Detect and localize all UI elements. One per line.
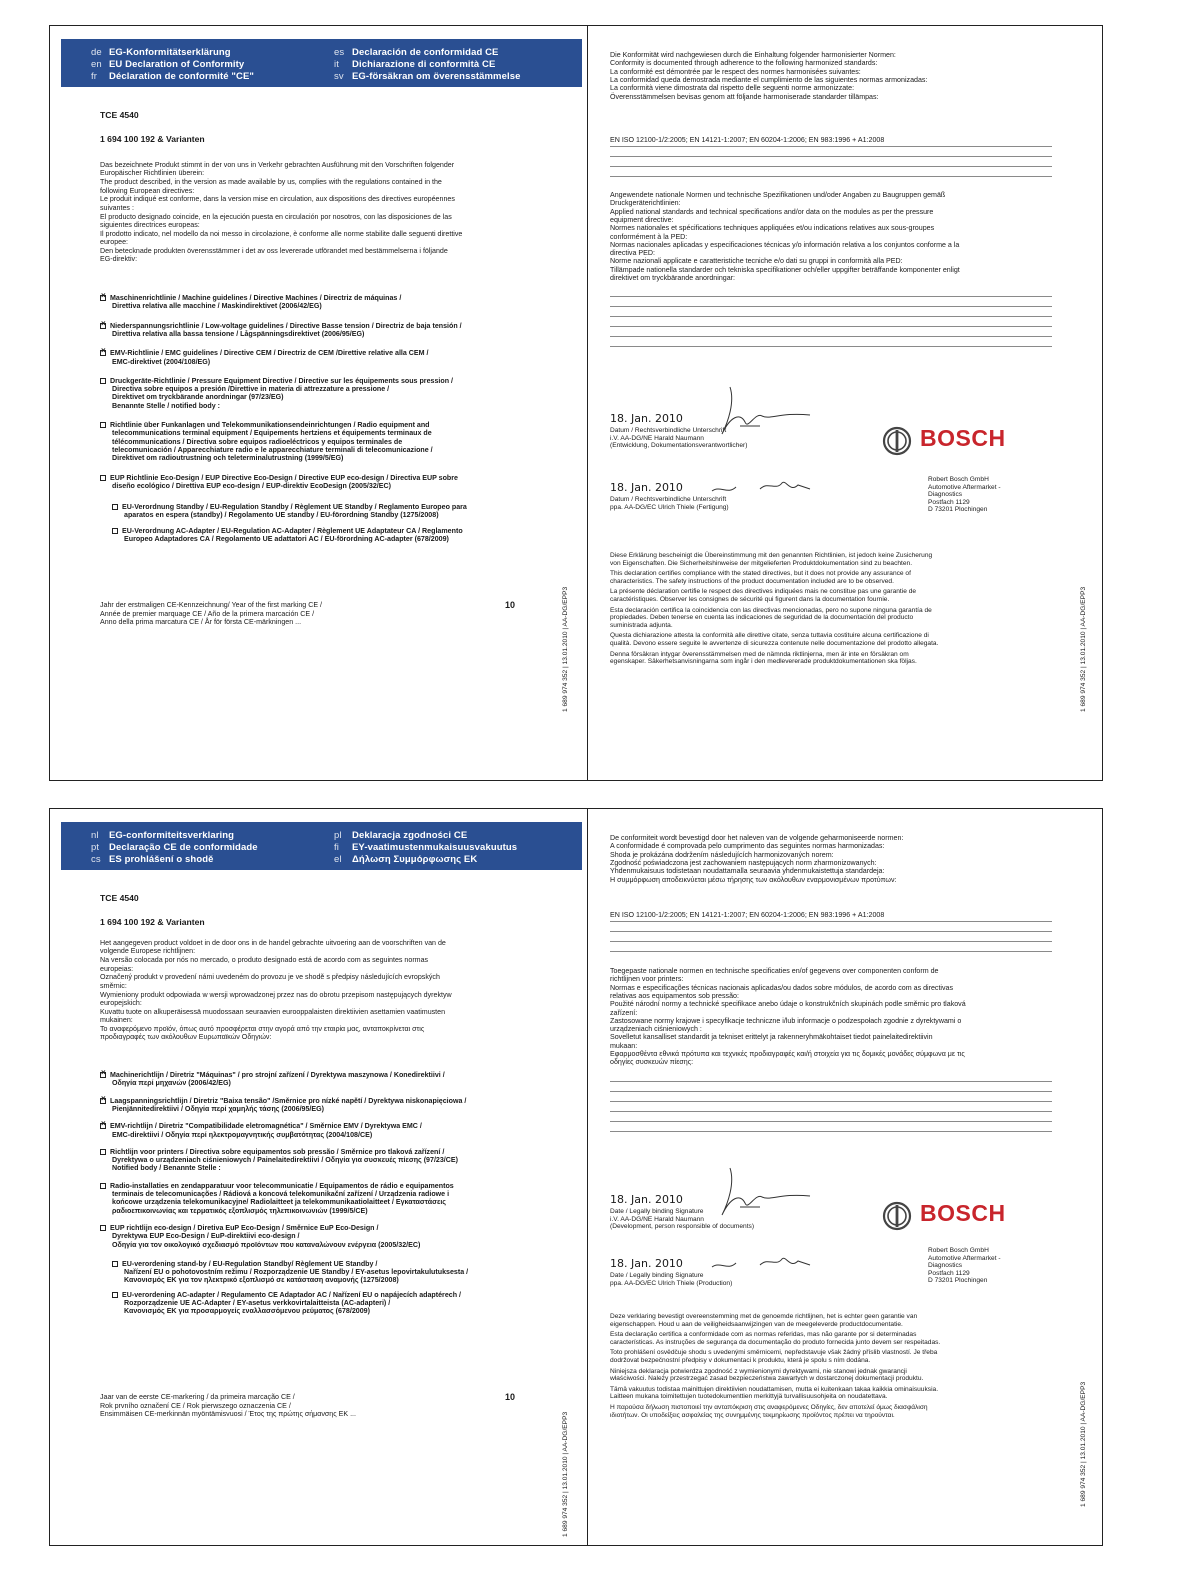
intro-text-line: europejskich: bbox=[100, 998, 142, 1007]
company-address-line: Diagnostics bbox=[928, 1262, 963, 1270]
banner-title-text: Δήλωση Συμμόρφωσης ΕΚ bbox=[352, 854, 478, 865]
national-standards-line: οδηγίες συσκευών πίεσης: bbox=[610, 1058, 694, 1067]
banner-title-text: EG-försäkran om överensstämmelse bbox=[352, 71, 521, 82]
national-standards-line: Angewendete nationale Normen und technische Spezifikationen und/oder Angaben zu Baugruppen gemäß bbox=[610, 191, 946, 199]
directive-text-line: Notified body / Benannte Stelle : bbox=[112, 1164, 221, 1173]
directive-text-line: EMC-direktivet (2004/108/EG) bbox=[112, 357, 211, 366]
signature-caption-2-line: ppa. AA-DG/EC Ulrich Thiele (Production) bbox=[610, 1279, 733, 1287]
banner-title-text: Deklaracja zgodności CE bbox=[352, 830, 468, 841]
directive-text-line: ραδιοεπικοινωνίας και τερματικός εξοπλισμός τηλεπικοινωνιών (1999/5/CE) bbox=[112, 1206, 368, 1215]
handwritten-signature-thiele bbox=[710, 473, 830, 499]
directive-text-line: Οδηγία περί μηχανών (2006/42/EG) bbox=[112, 1079, 231, 1088]
banner-title-text: Dichiarazione di conformità CE bbox=[352, 59, 496, 70]
blank-line bbox=[610, 326, 1052, 327]
directive-text-line: terminais de telecomunicações / Rádiová a koncová telekomunikační zařízení / Urządzenia radiowe i bbox=[112, 1190, 450, 1198]
disclaimer-line: Denna försäkran intygar överensstämmelsen med de nämnda riktlinjerna, men är inte en försäkran om bbox=[610, 650, 909, 658]
directive-text-line bbox=[100, 1182, 454, 1190]
blank-line bbox=[610, 166, 1052, 167]
directive-text-line bbox=[100, 474, 458, 482]
directive-checkbox bbox=[100, 378, 106, 384]
blank-line bbox=[610, 921, 1052, 922]
blank-line bbox=[610, 296, 1052, 297]
directive-checkbox bbox=[100, 323, 106, 329]
company-address-line: Postfach 1129 bbox=[928, 498, 970, 506]
blank-line bbox=[610, 1111, 1052, 1112]
directive-label: Laagspanningsrichtlijn / Diretriz "Baixa tensão" /Směrnice pro nízké napětí / Dyrektywa niskonapięciowa / bbox=[110, 1096, 467, 1105]
declaration-sheet-2 bbox=[49, 808, 1103, 1546]
national-standards-line: Applied national standards and technical specifications and/or data on the modules as per the pressure bbox=[610, 207, 934, 216]
intro-text-line: Das bezeichnete Produkt stimmt in der von uns in Verkehr gebrachten Ausführung mit den Vorschriften folgender bbox=[100, 161, 455, 169]
ce-year-value: 10 bbox=[505, 1392, 516, 1402]
sub-directive-checkbox bbox=[112, 528, 118, 534]
ce-year-label-line: Jahr der erstmaligen CE-Kennzeichnung/ Year of the first marking CE / bbox=[100, 601, 322, 609]
signature-date-1: 18. Jan. 2010 bbox=[610, 412, 683, 425]
directive-text-line: Direktivet om radioutrustning och teleterminalutrustning (1999/5/EG) bbox=[112, 454, 344, 463]
declaration-sheet-1 bbox=[49, 25, 1103, 781]
bosch-armature-icon bbox=[882, 426, 912, 456]
directive-text-line bbox=[100, 322, 462, 330]
national-standards-line: Použité národní normy a technické specifikace anebo údaje o konstrukčních skupinách podle směrnic pro tlaková bbox=[610, 1000, 966, 1009]
intro-text-line: following European directives: bbox=[100, 186, 195, 195]
standards-intro-line: Shoda je prokázána dodržením následujících harmonizovaných norem: bbox=[610, 850, 834, 859]
document-reference: 1 689 974 352 | 13.01.2010 | AA-DG/EPP3 bbox=[562, 586, 569, 712]
directive-text-line bbox=[100, 294, 401, 302]
directive-text-line: diseño ecológico / Direttiva EUP eco-design / EUP-direktiv EcoDesign (2005/32/EC) bbox=[112, 481, 391, 490]
disclaimer-line: Esta declaração certifica a conformidade com as normas referidas, mas não garante por si determinadas bbox=[610, 1331, 917, 1339]
national-standards-line: Normas e especificações técnicas nacionais aplicadas/ou dados sobre módulos, de acordo com as directivas bbox=[610, 983, 954, 992]
national-standards-line: conformément à la PED: bbox=[610, 232, 688, 241]
ce-year-label-line: Ensimmäisen CE-merkinnän myöntämisvuosi / Έτος της πρώτης σήμανσης ΕΚ ... bbox=[100, 1410, 356, 1418]
harmonized-standards: EN ISO 12100-1/2:2005; EN 14121-1:2007; EN 60204-1:2006; EN 983:1996 + A1:2008 bbox=[610, 911, 885, 919]
disclaimer-line: dodržovat bezpečnostní předpisy v dokumentaci k produktu, která je spolu s ním dodána. bbox=[610, 1357, 871, 1364]
header-banner bbox=[61, 39, 582, 87]
sub-directive-label: EU-verordening AC-adapter / Regulamento CE Adaptador AC / Nařízení EU o napájecích adaptérech / bbox=[122, 1290, 461, 1299]
sub-directive-label: Κανονισμός ΕΚ για προσαρμογείς εναλλασσόμενου ρεύματος (678/2009) bbox=[124, 1307, 370, 1316]
directive-label: Niederspannungsrichtlinie / Low-voltage guidelines / Directive Basse tension / Directriz de baja tensión / bbox=[110, 321, 462, 330]
intro-text-line: Το αναφερόμενο προϊόν, όπως αυτό προσφέρεται στην αγορά από την εταιρία μας, ανταποκρίνεται στις bbox=[100, 1025, 425, 1033]
signature-caption-2-line: Datum / Rechtsverbindliche Unterschrift bbox=[610, 496, 727, 503]
national-standards-line: Druckgeräterichtlinien: bbox=[610, 199, 681, 208]
intro-text-line: siguientes directrices europeas: bbox=[100, 220, 200, 229]
disclaimer-line: This declaration certifies compliance with the stated directives, but it does not provide any assurance of bbox=[610, 570, 911, 578]
blank-line bbox=[610, 1121, 1052, 1122]
signature-caption-2-line: ppa. AA-DG/EC Ulrich Thiele (Fertigung) bbox=[610, 503, 729, 511]
national-standards-line: urządzeniach ciśnieniowych : bbox=[610, 1025, 702, 1034]
language-code: cs bbox=[91, 854, 101, 865]
sub-directive-text-line bbox=[112, 1291, 461, 1299]
banner-title-pt bbox=[91, 842, 258, 853]
blank-line bbox=[610, 1091, 1052, 1092]
banner-title-text: EY-vaatimustenmukaisuusvakuutus bbox=[352, 842, 518, 853]
company-address-line: Automotive Aftermarket - bbox=[928, 483, 1001, 491]
disclaimer-line: Niniejsza deklaracja potwierdza zgodność z wymienionymi dyrektywami, nie stanowi jednak gwarancji bbox=[610, 1367, 907, 1375]
directive-text-line bbox=[100, 1071, 445, 1079]
directive-text-line: Direttiva relativa alla bassa tensione / Lågspänningsdirektivet (2006/95/EG) bbox=[112, 329, 365, 338]
intro-text-line: europee: bbox=[100, 238, 129, 247]
banner-title-nl bbox=[91, 830, 234, 841]
directive-text-line: Benannte Stelle / notified body : bbox=[112, 401, 220, 410]
directive-text-line: telecommunications terminal equipment / Equipements hertziens et équipements terminaux de bbox=[112, 429, 432, 438]
sub-directive-checkbox bbox=[112, 504, 118, 510]
disclaimer-line: eigenschappen. Houd u aan de veiligheidsaanwijzingen van de meegeleverde productdocumentatie. bbox=[610, 1320, 903, 1328]
page-divider bbox=[587, 26, 588, 780]
sub-directive-label: Europeo Adaptadores CA / Regolamento UE adattatori AC / EU-förordning AC-adapter (678/2009) bbox=[124, 535, 449, 543]
national-standards-line: Normes nationales et spécifications techniques appliquées et/ou indications relatives aux sous-groupes bbox=[610, 224, 935, 233]
signature-caption-1-line: (Development, person responsible of documents) bbox=[610, 1223, 755, 1231]
harmonized-standards: EN ISO 12100-1/2:2005; EN 14121-1:2007; EN 60204-1:2006; EN 983:1996 + A1:2008 bbox=[610, 136, 885, 144]
disclaimer-line: Η παρούσα δήλωση πιστοποιεί την ανταπόκριση στις αναφερόμενες Οδηγίες, δεν αποτελεί όμως διασφάλιση bbox=[610, 1404, 928, 1411]
disclaimer-line: egenskaper. Säkerhetsanvisningarna som ingår i den medlevererade produktdokumentationen ska följas. bbox=[610, 658, 917, 666]
standards-intro-line: De conformiteit wordt bevestigd door het naleven van de volgende geharmoniseerde normen: bbox=[610, 834, 904, 842]
banner-title-cs bbox=[91, 854, 214, 865]
intro-text-line: směrnic: bbox=[100, 981, 127, 990]
sub-directive-label: EU-Verordnung AC-Adapter / EU-Regulation AC-Adapter / Règlement UE Adaptateur CA / Reglamento bbox=[122, 526, 463, 535]
national-standards-line: mukaan: bbox=[610, 1041, 638, 1050]
national-standards-line: Normas nacionales aplicadas y especificaciones técnicas y/o información relativa a los conjuntos conforme a la bbox=[610, 240, 960, 249]
language-code: de bbox=[91, 47, 102, 58]
directive-text-line bbox=[100, 1148, 444, 1156]
disclaimer-line: características. As instruções de segurança da documentação do produto fornecida junto devem ser respeitadas. bbox=[610, 1338, 941, 1346]
directive-checkbox bbox=[100, 1225, 106, 1231]
directive-label: Richtlinie über Funkanlagen und Telekommunikationsendeinrichtungen / Radio equipment and bbox=[110, 421, 430, 429]
intro-text-line: EG-direktiv: bbox=[100, 255, 138, 264]
banner-title-it bbox=[334, 59, 495, 70]
language-code: en bbox=[91, 59, 102, 70]
language-code: es bbox=[334, 47, 345, 58]
company-address-line: Diagnostics bbox=[928, 491, 963, 499]
national-standards-line: Tillämpade nationella standarder och tekniska specifikationer och/eller uppgifter beträffande komponenter enligt bbox=[610, 265, 960, 274]
banner-title-text: EG-conformiteitsverklaring bbox=[109, 830, 235, 841]
product-number: 1 694 100 192 & Varianten bbox=[100, 134, 205, 144]
national-standards-line: directiva PED: bbox=[610, 249, 655, 258]
language-code: fi bbox=[334, 842, 339, 853]
banner-title-el bbox=[334, 854, 477, 865]
standards-intro-line: Η συμμόρφωση αποδεικνύεται μέσω τήρησης των ακόλουθων εναρμονισμένων προτύπων: bbox=[610, 875, 897, 884]
directive-text-line bbox=[100, 1224, 378, 1232]
directive-checkbox bbox=[100, 1149, 106, 1155]
sub-directive-label: EU-Verordnung Standby / EU-Regulation Standby / Règlement UE Standby / Reglamento Europeo para bbox=[122, 503, 467, 512]
blank-line bbox=[610, 931, 1052, 932]
blank-line bbox=[610, 951, 1052, 952]
ce-year-label-line: Rok prvního označení CE / Rok pierwszego oznaczenia CE / bbox=[100, 1401, 291, 1410]
blank-line bbox=[610, 176, 1052, 177]
intro-text-line: europeias: bbox=[100, 964, 134, 973]
signature-caption-2-line: Date / Legally binding Signature bbox=[610, 1272, 704, 1279]
directive-text-line: Dyrektywa o urządzeniach ciśnieniowych / Painelaitedirektiivi / Οδηγία για συσκευές πίεσης (97/23/CE) bbox=[112, 1156, 458, 1165]
language-code: it bbox=[334, 59, 339, 70]
intro-text-line: προδιαγραφές των ακόλουθων Ευρωπαϊκών Οδηγιών: bbox=[100, 1033, 272, 1042]
disclaimer-line: Laitteen mukana toimitettujen tuotedokumenttien merkittyjä turvallisuusohjeita on noudatettava. bbox=[610, 1393, 888, 1401]
standards-intro-line: La conformità viene dimostrata dal rispetto delle seguenti norme armonizzate: bbox=[610, 84, 855, 93]
national-standards-line: richtlijnen voor printers: bbox=[610, 975, 684, 984]
sub-directive-checkbox bbox=[112, 1261, 118, 1267]
directive-text-line: Direktivet om tryckbärande anordningar (97/23/EG) bbox=[112, 393, 284, 402]
document-reference: 1 689 974 352 | 13.01.2010 | AA-DG/EPP3 bbox=[562, 1411, 569, 1537]
directive-text-line bbox=[100, 1097, 466, 1105]
directive-checkbox bbox=[100, 475, 106, 481]
ce-year-label-line: Jaar van de eerste CE-markering / da primeira marcação CE / bbox=[100, 1393, 295, 1401]
sub-directive-label: aparatos en espera (standby) / Regolamento UE standby / EU-förordning Standby (1275/2008) bbox=[124, 511, 439, 520]
directive-text-line bbox=[100, 1122, 422, 1130]
sub-directive-text-line bbox=[112, 527, 463, 535]
handwritten-signature-naumann bbox=[700, 1163, 820, 1223]
language-code: sv bbox=[334, 71, 344, 82]
language-code: pl bbox=[334, 830, 342, 841]
blank-line bbox=[610, 941, 1052, 942]
product-number: 1 694 100 192 & Varianten bbox=[100, 917, 205, 927]
blank-line bbox=[610, 146, 1052, 147]
directive-checkbox bbox=[100, 350, 106, 356]
company-address-line: Robert Bosch GmbH bbox=[928, 476, 989, 483]
directive-text-line: Directiva sobre equipos a presión /Direttive in materia di attrezzature a pressione / bbox=[112, 385, 390, 394]
standards-intro-line: A conformidade é comprovada pelo cumprimento das seguintes normas harmonizadas: bbox=[610, 842, 885, 851]
banner-title-text: EU Declaration of Conformity bbox=[109, 59, 245, 70]
directive-checkbox bbox=[100, 1183, 106, 1189]
directive-label: EMV-Richtlinie / EMC guidelines / Directive CEM / Directriz de CEM /Direttive relative alla CEM / bbox=[110, 349, 429, 358]
language-code: fr bbox=[91, 71, 98, 82]
disclaimer-line: propiedades. Deben tenerse en cuenta las indicaciones de seguridad de la documentación del producto bbox=[610, 614, 914, 622]
directive-checkbox bbox=[100, 422, 106, 428]
standards-intro-line: Conformity is documented through adherence to the following harmonized standards: bbox=[610, 59, 878, 68]
banner-title-text: Declaración de conformidad CE bbox=[352, 47, 499, 58]
standards-intro-line: Zgodność poświadczona jest zachowaniem następujących norm zharmonizowanych: bbox=[610, 858, 877, 867]
directive-text-line: telecomunicación / Apparecchiature radio e le apparecchiature terminali di telecomunicazione / bbox=[112, 445, 433, 454]
disclaimer-line: Tämä vakuutus todistaa mainittujen direktiivien noudattamisen, mutta ei kuitenkaan takaa kaikkia ominaisuuksia. bbox=[610, 1385, 939, 1393]
banner-title-sv bbox=[334, 71, 520, 82]
standards-intro-line: La conformidad queda demostrada mediante el cumplimiento de las siguientes normas armonizadas: bbox=[610, 75, 928, 84]
intro-text-line: El producto designado coincide, en la ejecución puesta en circulación por nosotros, con las disposiciones de las bbox=[100, 212, 452, 221]
directive-label: EUP Richtlinie Eco-Design / EUP Directive Eco-Design / Directive EUP eco-design / Directiva EUP sobre bbox=[110, 473, 458, 482]
directive-checkbox bbox=[100, 1072, 106, 1078]
disclaimer-line: qualità. Devono essere seguite le avvertenze di sicurezza contenute nelle documentazione del prodotto allegata. bbox=[610, 640, 939, 647]
disclaimer-line: Deze verklaring bevestigt overeenstemming met de genoemde richtlijnen, het is echter geen garantie van bbox=[610, 1313, 918, 1320]
blank-line bbox=[610, 1081, 1052, 1082]
sub-directive-text-line bbox=[124, 511, 439, 519]
intro-text-line: Den betecknade produkten överensstämmer i det av oss levererade utförandet med bestämmelserna i följande bbox=[100, 247, 448, 255]
intro-text-line: Europäischer Richtlinien überein: bbox=[100, 169, 205, 178]
banner-title-fi bbox=[334, 842, 517, 853]
disclaimer-line: characteristics. The safety instructions of the product documentation included are to be observed. bbox=[610, 577, 894, 585]
blank-line bbox=[610, 1101, 1052, 1102]
intro-text-line: Wymieniony produkt odpowiada w wersji wprowadzonej przez nas do obrotu przepisom następujących dyrektyw bbox=[100, 990, 452, 999]
signature-date-1: 18. Jan. 2010 bbox=[610, 1193, 683, 1206]
language-code: nl bbox=[91, 830, 99, 841]
directive-checkbox bbox=[100, 1098, 106, 1104]
standards-intro-line: Die Konformität wird nachgewiesen durch die Einhaltung folgender harmonisierter Normen: bbox=[610, 51, 896, 59]
disclaimer-line: Toto prohlášení osvědčuje shodu s uvedenými směrnicemi, nepředstavuje však žádný příslib vlastností. Je třeba bbox=[610, 1349, 938, 1357]
directive-text-line: EMC-direktiivi / Οδηγία περί ηλεκτρομαγνητικής συμβατότητας (2004/108/CE) bbox=[112, 1130, 373, 1139]
disclaimer-line: suministrada adjunta. bbox=[610, 621, 673, 629]
directive-checkbox bbox=[100, 295, 106, 301]
signature-caption-1-line: Datum / Rechtsverbindliche Unterschrift bbox=[610, 427, 727, 434]
standards-intro-line: La conformité est démontrée par le respect des normes harmonisées suivantes: bbox=[610, 67, 861, 76]
intro-text-line: Na versão colocada por nós no mercado, o produto designado está de acordo com as seguintes normas bbox=[100, 956, 429, 965]
disclaimer-line: Esta declaración certifica la coincidencia con las directivas mencionadas, pero no supone ninguna garantía de bbox=[610, 606, 932, 614]
disclaimer-line: caractéristiques. Observer les consignes de sécurité qui figurent dans la documentation fournie. bbox=[610, 596, 890, 603]
intro-text-line: mukainen: bbox=[100, 1016, 133, 1025]
sub-directive-label: Κανονισμός ΕΚ για τον ηλεκτρικό εξοπλισμό σε κατάσταση αναμονής (1275/2008) bbox=[124, 1276, 399, 1285]
directive-text-line: końcowe urządzenia telekomunikacyjne/ Radiolaitteet ja telekommunikaatiolaitteet / Εγκαταστάσεις bbox=[112, 1198, 446, 1207]
national-standards-line: equipment directive: bbox=[610, 215, 674, 224]
standards-intro-line: Överensstämmelsen bevisas genom att följande harmoniserade standarder tillämpas: bbox=[610, 92, 879, 101]
directive-label: EMV-richtlijn / Diretriz "Compatibilidade eletromagnética" / Směrnice EMV / Dyrektywa EMC / bbox=[110, 1122, 422, 1131]
national-standards-line: direktivet om tryckbärande anordningar: bbox=[610, 274, 735, 282]
intro-text-line: The product described, in the version as made available by us, complies with the regulations contained in the bbox=[100, 178, 442, 187]
company-address-line: Robert Bosch GmbH bbox=[928, 1247, 989, 1254]
blank-line bbox=[610, 316, 1052, 317]
ce-year-label-line: Année de premier marquage CE / Año de la primera marcación CE / bbox=[100, 609, 315, 618]
directive-label: Richtlijn voor printers / Directiva sobre equipamentos sob pressão / Směrnice pro tlaková zařízení / bbox=[110, 1147, 445, 1156]
intro-text-line: suivantes : bbox=[100, 203, 134, 212]
national-standards-line: Εφαρμοσθέντα εθνικά πρότυπα και τεχνικές προδιαγραφές και/ή στοιχεία για τις δομικές μονάδες σύμφωνα με τις bbox=[610, 1050, 965, 1058]
company-address-line: Automotive Aftermarket - bbox=[928, 1254, 1001, 1262]
directive-label: Machinerichtlijn / Diretriz "Máquinas" / pro strojní zařízení / Dyrektywa maszynowa / Konedirektiivi / bbox=[110, 1071, 445, 1079]
sub-directive-text-line bbox=[124, 1307, 370, 1315]
directive-label: EUP richtlijn eco-design / Diretiva EuP Eco-Design / Směrnice EuP Eco-Design / bbox=[110, 1223, 379, 1232]
blank-line bbox=[610, 336, 1052, 337]
sub-directive-text-line bbox=[124, 1268, 468, 1276]
directive-label: Radio-installaties en zendapparatuur voor telecommunicatie / Equipamentos de rádio e equipamentos bbox=[110, 1181, 454, 1190]
sub-directive-text-line bbox=[124, 1299, 390, 1307]
sub-directive-text-line bbox=[112, 503, 467, 511]
signature-caption-1-line: (Entwicklung, Dokumentationsverantwortlicher) bbox=[610, 442, 748, 450]
directive-label: Maschinenrichtlinie / Machine guidelines / Directive Machines / Directriz de máquinas / bbox=[110, 294, 402, 302]
standards-intro-line: Yhdenmukaisuus todistetaan noudattamalla seuraavia yhdenmukaistettuja standardeja: bbox=[610, 867, 885, 876]
intro-text-line: volgende Europese richtlijnen: bbox=[100, 947, 196, 956]
directive-checkbox bbox=[100, 1123, 106, 1129]
sub-directive-label: EU-verordening stand-by / EU-Regulation Standby/ Règlement UE Standby / bbox=[122, 1259, 378, 1268]
signature-caption-1-line: Date / Legally binding Signature bbox=[610, 1208, 704, 1215]
signature-date-2: 18. Jan. 2010 bbox=[610, 1257, 683, 1270]
directive-text-line bbox=[100, 377, 453, 385]
sub-directive-text-line bbox=[124, 1276, 399, 1284]
banner-title-es bbox=[334, 47, 499, 58]
document-reference: 1 689 974 352 | 13.01.2010 | AA-DG/EPP3 bbox=[1080, 586, 1087, 712]
blank-line bbox=[610, 1131, 1052, 1132]
brand-name: BOSCH bbox=[920, 425, 1006, 451]
disclaimer-line: von Eigenschaften. Die Sicherheitshinweise der mitgelieferten Produktdokumentation sind zu beachten. bbox=[610, 559, 913, 567]
intro-text-line: Le produit indiqué est conforme, dans la version mise en circulation, aux dispositions des directives européennes bbox=[100, 195, 455, 204]
directive-text-line: Direttiva relativa alle macchine / Maskindirektivet (2006/42/EG) bbox=[112, 302, 322, 311]
blank-line bbox=[610, 306, 1052, 307]
sub-directive-checkbox bbox=[112, 1292, 118, 1298]
banner-title-en bbox=[91, 59, 244, 70]
signature-caption-1-line: i.V. AA-DG/NE Harald Naumann bbox=[610, 1215, 704, 1223]
brand-name: BOSCH bbox=[920, 1200, 1006, 1226]
language-code: pt bbox=[91, 842, 100, 853]
sub-directive-label: Rozporządzenie UE AC-Adapter / EY-asetus verkkovirtalaitteista (AC-adapteri) / bbox=[124, 1299, 391, 1307]
banner-title-pl bbox=[334, 830, 467, 841]
document-reference: 1 689 974 352 | 13.01.2010 | AA-DG/EPP3 bbox=[1080, 1381, 1087, 1507]
ce-year-value: 10 bbox=[505, 600, 516, 610]
header-banner bbox=[61, 822, 582, 870]
language-code: el bbox=[334, 854, 342, 865]
banner-title-text: ES prohlášení o shodě bbox=[109, 854, 214, 865]
disclaimer-line: ιδιοτήτων. Οι υποδείξεις ασφαλείας της συνημμένης τεκμηρίωσης προϊόντος πρέπει να τηρούνται. bbox=[610, 1411, 895, 1419]
intro-text-line: Kuvattu tuote on alkuperäisessä muodossaan seuraavien eurooppalaisten direktiivien asettamien vaatimusten bbox=[100, 1007, 446, 1016]
signature-caption-1-line: i.V. AA-DG/NE Harald Naumann bbox=[610, 434, 704, 442]
bosch-armature-icon bbox=[882, 1201, 912, 1231]
national-standards-line: zařízení: bbox=[610, 1008, 638, 1017]
directive-text-line: Dyrektywa EUP Eco-Design / EuP-direktiivi eco-design / bbox=[112, 1232, 300, 1241]
directive-text-line: télécommunications / Directiva sobre equipos radioeléctricos y equipos terminales de bbox=[112, 437, 403, 446]
sub-directive-text-line bbox=[112, 1260, 377, 1268]
sub-directive-text-line bbox=[124, 535, 449, 543]
national-standards-line: Zastosowane normy krajowe i specyfikacje techniczne i/lub informacje o podzespołach zgodnie z dyrektywami o bbox=[610, 1016, 962, 1025]
directive-text-line bbox=[100, 421, 430, 429]
company-address-line: D 73201 Plochingen bbox=[928, 506, 988, 514]
disclaimer-line: La présente déclaration certifie le respect des directives indiquées mais ne constitue pas une garantie de bbox=[610, 588, 917, 596]
directive-text-line bbox=[100, 349, 429, 357]
directive-text-line: Pienjännitedirektiivi / Οδηγία περί χαμηλής τάσης (2006/95/EG) bbox=[112, 1104, 325, 1113]
directive-text-line: Οδηγία για τον οικολογικό σχεδιασμό προϊόντων που καταναλώνουν ενέργεια (2005/32/EC) bbox=[112, 1240, 421, 1249]
intro-text-line: Il prodotto indicato, nel modello da noi messo in circolazione, è conforme alle norme stabilite dalle seguenti direttive bbox=[100, 229, 463, 238]
national-standards-line: Toegepaste nationale normen en technische specificaties en/of gegevens over componenten conform de bbox=[610, 967, 939, 975]
banner-title-text: Déclaration de conformité "CE" bbox=[109, 71, 255, 82]
product-model: TCE 4540 bbox=[100, 110, 139, 120]
ce-year-label-line: Anno della prima marcatura CE / År för första CE-märkningen ... bbox=[100, 618, 302, 626]
handwritten-signature-thiele bbox=[710, 1249, 830, 1275]
signature-date-2: 18. Jan. 2010 bbox=[610, 481, 683, 494]
banner-title-text: Declaração CE de conformidade bbox=[109, 842, 258, 853]
national-standards-line: Norme nazionali applicate e caratteristiche tecniche e/o dati su gruppi in conformità alla PED: bbox=[610, 257, 903, 266]
disclaimer-line: właściwości. Należy przestrzegać zasad bezpieczeństwa zawartych w dostarczonej dokumentacji produktu. bbox=[610, 1375, 924, 1383]
disclaimer-line: Diese Erklärung bescheinigt die Übereinstimmung mit den genannten Richtlinien, ist jedoch keine Zusicherung bbox=[610, 552, 933, 559]
product-model: TCE 4540 bbox=[100, 893, 139, 903]
banner-title-fr bbox=[91, 71, 254, 82]
intro-text-line: Označený produkt v provedení námi uvedeném do provozu je ve shodě s předpisy následujících evropských bbox=[100, 973, 440, 982]
banner-title-text: EG-Konformitätserklärung bbox=[109, 47, 231, 58]
disclaimer-line: Questa dichiarazione attesta la conformità alle direttive citate, senza tuttavia costituire alcuna certificazione di bbox=[610, 632, 929, 640]
company-address-line: Postfach 1129 bbox=[928, 1269, 970, 1277]
blank-line bbox=[610, 346, 1052, 347]
intro-text-line: Het aangegeven product voldoet in de door ons in de handel gebrachte uitvoering aan de voorschriften van de bbox=[100, 939, 446, 947]
page-divider bbox=[587, 809, 588, 1545]
national-standards-line: relativas aos equipamentos sob pressão: bbox=[610, 991, 739, 1000]
banner-title-de bbox=[91, 47, 231, 58]
directive-label: Druckgeräte-Richtlinie / Pressure Equipment Directive / Directive sur les équipements sous pression / bbox=[110, 376, 453, 385]
blank-line bbox=[610, 156, 1052, 157]
sub-directive-label: Nařízení EU o pohotovostním režimu / Rozporządzenie UE Standby / EY-asetus lepovirtakulutuksesta / bbox=[124, 1268, 469, 1277]
national-standards-line: Sovelletut kansalliset standardit ja tekniset erittelyt ja rakenneryhmäkohtaiset tiedot painelaitedirektiivin bbox=[610, 1033, 933, 1042]
handwritten-signature-naumann bbox=[700, 382, 820, 442]
company-address-line: D 73201 Plochingen bbox=[928, 1277, 988, 1285]
